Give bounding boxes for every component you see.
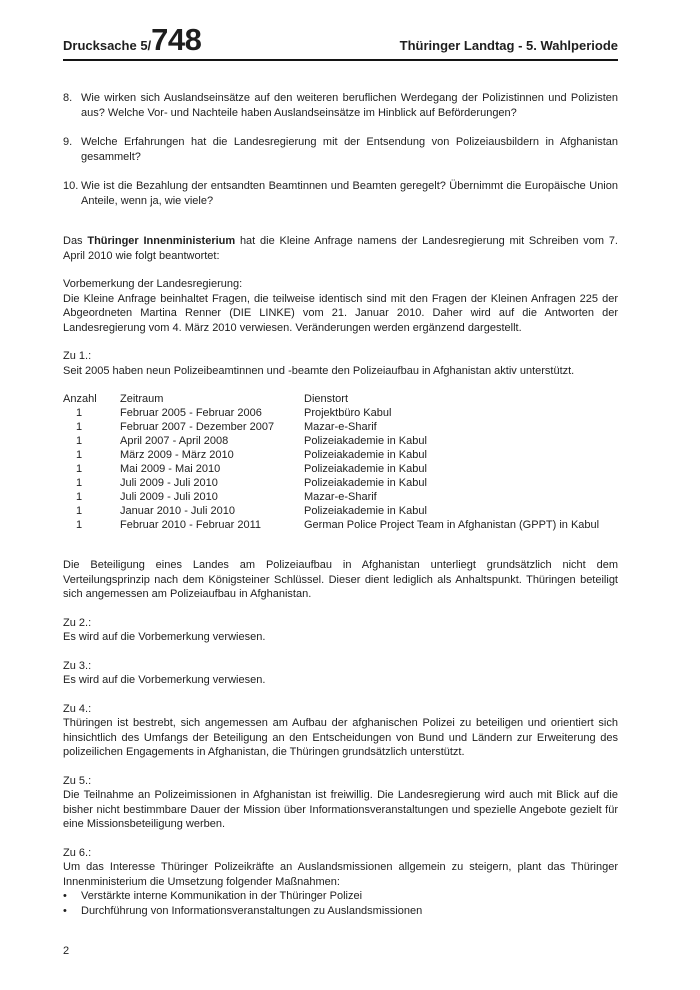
preliminary-note-body: Die Kleine Anfrage beinhaltet Fragen, die teilweise identisch sind mit den Fragen der Kleinen Anfragen 225 der Abgeordneten Martina Renner (DIE LINKE) vom 21. Januar 2010. Daher wird auf die Antworten der Landesregierung vom 4. März 2010 verwiesen. Veränderungen werden ergänzend dargestellt. xyxy=(63,292,618,334)
cell-zeitraum: Juli 2009 - Juli 2010 xyxy=(120,491,218,503)
table-row xyxy=(63,448,618,462)
cell-dienstort: Polizeiakademie in Kabul xyxy=(304,477,427,489)
answer-section-zu3 xyxy=(63,659,618,688)
answer-section-zu1 xyxy=(63,349,618,378)
question-number: 10. xyxy=(63,180,79,192)
cell-zeitraum: Februar 2005 - Februar 2006 xyxy=(120,407,262,419)
cell-anzahl: 1 xyxy=(76,463,83,475)
table-row xyxy=(63,476,618,490)
answer-body: Seit 2005 haben neun Polizeibeamtinnen und -beamte den Polizeiaufbau in Afghanistan aktiv unterstützt. xyxy=(63,364,575,377)
doc-number: 748 xyxy=(151,22,202,57)
table-row xyxy=(63,490,618,504)
cell-dienstort: Polizeiakademie in Kabul xyxy=(304,463,427,475)
answer-label: Zu 4.: xyxy=(63,702,92,715)
cell-anzahl: 1 xyxy=(76,477,83,489)
cell-zeitraum: Februar 2010 - Februar 2011 xyxy=(120,519,262,531)
doc-series-label: Drucksache 5/ xyxy=(63,38,152,53)
doc-id xyxy=(63,24,201,56)
question-number: 9. xyxy=(63,136,73,148)
cell-anzahl: 1 xyxy=(76,505,83,517)
bullet-text: Verstärkte interne Kommunikation in der Thüringer Polizei xyxy=(81,890,363,902)
answer-label: Zu 1.: xyxy=(63,350,92,362)
cell-anzahl: 1 xyxy=(76,407,83,419)
answer-label: Zu 6.: xyxy=(63,846,92,859)
cell-dienstort: Mazar-e-Sharif xyxy=(304,491,377,503)
cell-dienstort: Polizeiakademie in Kabul xyxy=(304,505,427,517)
table-header-anzahl: Anzahl xyxy=(63,393,97,405)
intro-lead: Das xyxy=(63,235,88,247)
intro-rest: hat die Kleine Anfrage namens der Landesregierung mit Schreiben vom 7. April 2010 wie folgt beantwortet: xyxy=(63,235,618,262)
table-header-dienstort: Dienstort xyxy=(304,393,349,405)
question-item-10 xyxy=(63,179,618,208)
cell-zeitraum: Juli 2009 - Juli 2010 xyxy=(120,477,218,489)
bullet-icon: • xyxy=(63,904,67,917)
header-divider xyxy=(63,59,618,61)
table-row xyxy=(63,462,618,476)
answer-body: Um das Interesse Thüringer Polizeikräfte an Auslandsmissionen allgemein zu steigern, plant das Thüringer Innenministerium die Umsetzung folgender Maßnahmen: xyxy=(63,861,618,888)
question-number: 8. xyxy=(63,92,73,104)
document-body xyxy=(63,91,618,918)
question-text: Welche Erfahrungen hat die Landesregierung mit der Entsendung von Polizeiausbildern in Afghanistan gesammelt? xyxy=(81,136,618,163)
cell-dienstort: Polizeiakademie in Kabul xyxy=(304,449,427,461)
cell-zeitraum: März 2009 - März 2010 xyxy=(120,449,234,461)
cell-zeitraum: Februar 2007 - Dezember 2007 xyxy=(120,421,275,433)
cell-zeitraum: Mai 2009 - Mai 2010 xyxy=(120,463,221,475)
question-item-9 xyxy=(63,135,618,164)
table-row xyxy=(63,518,618,532)
preliminary-note-heading: Vorbemerkung der Landesregierung: xyxy=(63,278,243,290)
answer-section-zu4 xyxy=(63,702,618,760)
answer-body: Thüringen ist bestrebt, sich angemessen am Aufbau der afghanischen Polizei zu beteiligen und orientiert sich hinsichtlich des Umfangs der Beteiligung an den Entscheidungen von Bund und Ländern zur Erweiterung des polizeilichen Engagements in Afghanistan, die Thüringen grundsätzlich unterstützt. xyxy=(63,717,618,758)
ministry-name: Thüringer Innenministerium xyxy=(87,235,236,247)
bullet-item xyxy=(63,889,618,904)
question-item-8 xyxy=(63,91,618,120)
cell-dienstort: German Police Project Team in Afghanistan (GPPT) in Kabul xyxy=(304,519,600,531)
cell-dienstort: Mazar-e-Sharif xyxy=(304,421,377,433)
answer-section-zu6 xyxy=(63,846,618,919)
table-header-zeitraum: Zeitraum xyxy=(120,393,164,405)
table-row xyxy=(63,406,618,420)
question-text: Wie wirken sich Auslandseinsätze auf den weiteren beruflichen Werdegang der Polizistinnen und Polizisten aus? Welche Vor- und Nachteile haben Auslandseinsätze im Hinblick auf Beförderungen? xyxy=(81,92,618,119)
cell-zeitraum: April 2007 - April 2008 xyxy=(120,435,229,447)
answer-body: Es wird auf die Vorbemerkung verwiesen. xyxy=(63,631,266,643)
answer-body: Es wird auf die Vorbemerkung verwiesen. xyxy=(63,674,266,686)
document-header xyxy=(63,24,618,56)
table-row xyxy=(63,504,618,518)
response-intro-paragraph xyxy=(63,234,618,263)
answer-label: Zu 3.: xyxy=(63,659,92,672)
page-footer xyxy=(63,944,69,959)
cell-anzahl: 1 xyxy=(76,519,83,531)
bullet-icon: • xyxy=(63,890,67,902)
session-title: Thüringer Landtag - 5. Wahlperiode xyxy=(399,38,618,53)
page-number: 2 xyxy=(63,944,70,957)
measures-bullet-list xyxy=(63,889,618,918)
zu1-after-table-paragraph: Die Beteiligung eines Landes am Polizeiaufbau in Afghanistan unterliegt grundsätzlich nicht dem Verteilungsprinzip nach dem Königsteiner Schlüssel. Dieser dient lediglich als Anhaltspunkt. Thüringen beteiligt sich angemessen am Polizeiaufbau in Afghanistan. xyxy=(63,559,618,600)
table-header-row xyxy=(63,392,618,406)
answer-section-zu5 xyxy=(63,774,618,832)
cell-dienstort: Projektbüro Kabul xyxy=(304,407,392,419)
preliminary-note-section xyxy=(63,277,618,335)
answer-label: Zu 5.: xyxy=(63,774,92,787)
cell-anzahl: 1 xyxy=(76,491,83,503)
answer-label: Zu 2.: xyxy=(63,616,92,629)
cell-anzahl: 1 xyxy=(76,449,83,461)
deployment-table xyxy=(63,392,618,532)
answer-body: Die Teilnahme an Polizeimissionen in Afghanistan ist freiwillig. Die Landesregierung wird auch mit Blick auf die bisher nicht bestimmbare Dauer der Mission über Informationsveranstaltungen und spezielle Angebote gezielt für eine Missionsbeteiligung werben. xyxy=(63,789,618,830)
answer-section-zu2 xyxy=(63,616,618,645)
table-row xyxy=(63,434,618,448)
cell-zeitraum: Januar 2010 - Juli 2010 xyxy=(120,505,235,517)
cell-anzahl: 1 xyxy=(76,421,83,433)
bullet-text: Durchführung von Informationsveranstaltungen zu Auslandsmissionen xyxy=(81,904,423,917)
question-text: Wie ist die Bezahlung der entsandten Beamtinnen und Beamten geregelt? Übernimmt die Europäische Union Anteile, wenn ja, wie viele? xyxy=(81,180,618,207)
table-row xyxy=(63,420,618,434)
cell-dienstort: Polizeiakademie in Kabul xyxy=(304,435,427,447)
cell-anzahl: 1 xyxy=(76,435,83,447)
bullet-item xyxy=(63,904,618,919)
